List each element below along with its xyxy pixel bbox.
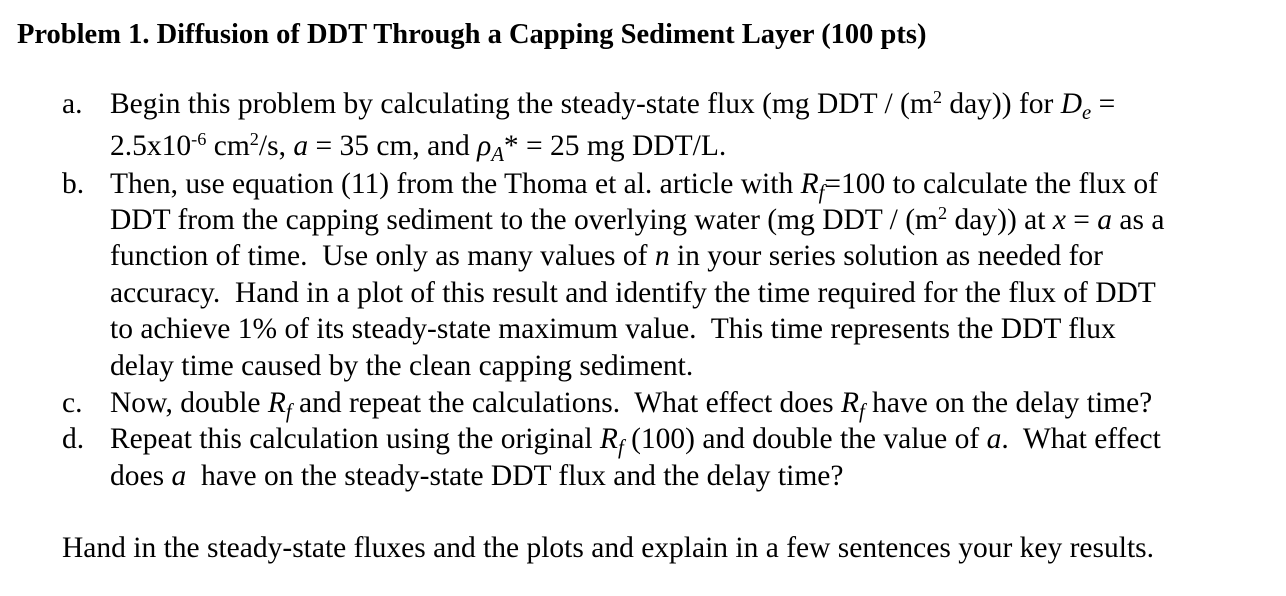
problem-title: Problem 1. Diffusion of DDT Through a Capping Sediment Layer (100 pts) bbox=[17, 19, 927, 50]
part-b-line-3: function of time. Use only as many values of n in your series solution as needed for bbox=[110, 240, 1103, 272]
part-b-letter: b. bbox=[62, 168, 85, 200]
part-d-letter: d. bbox=[62, 423, 85, 455]
part-b-line-4: accuracy. Hand in a plot of this result and identify the time required for the flux of DDT bbox=[110, 277, 1156, 309]
closing-instructions: Hand in the steady-state fluxes and the plots and explain in a few sentences your key results. bbox=[62, 532, 1155, 564]
part-d-line-2: does a have on the steady-state DDT flux and the delay time? bbox=[110, 460, 844, 492]
part-b-line-5: to achieve 1% of its steady-state maximum value. This time represents the DDT flux bbox=[110, 313, 1116, 345]
part-b-line-1: Then, use equation (11) from the Thoma et al. article with $R_f=100$ to calculate the flux of bbox=[110, 168, 1159, 204]
part-c-line-1: Now, double $R_f$ and repeat the calculations. What effect does $R_f$ have on the delay time? bbox=[110, 387, 1153, 423]
part-a-line-2: $2.5x10^{-6}$ $cm^2/s$, a = 35 cm, and $\rho_A* = 25$ mg DDT/L. bbox=[110, 128, 727, 166]
part-b-line-2: DDT from the capping sediment to the overlying water (mg DDT / ($m^2$ day)) at x = a as a bbox=[110, 202, 1165, 236]
part-a-letter: a. bbox=[62, 88, 83, 120]
part-d-line-1: Repeat this calculation using the original $R_f$ (100) and double the value of a. What effect bbox=[110, 423, 1161, 459]
part-c-letter: c. bbox=[62, 387, 83, 419]
part-a-line-1: Begin this problem by calculating the steady-state flux (mg DDT / ($m^2$ day)) for $D_e$ = bbox=[110, 86, 1116, 124]
part-b-line-6: delay time caused by the clean capping sediment. bbox=[110, 350, 694, 382]
